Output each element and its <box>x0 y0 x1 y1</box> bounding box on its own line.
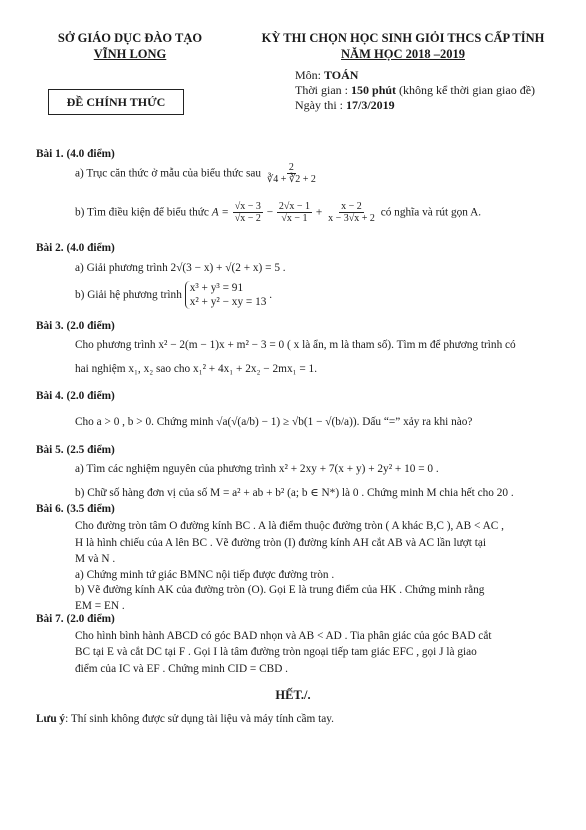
problem-5a: a) Tìm các nghiệm nguyên của phương trình x² + 2xy + 7(x + y) + 2y² + 10 = 0 . <box>75 463 439 475</box>
official-exam-box: ĐỀ CHÍNH THỨC <box>48 89 184 115</box>
date-line: Ngày thi : 17/3/2019 <box>295 98 395 112</box>
end-marker: HẾT./. <box>275 688 311 702</box>
problem-6-line-6: EM = EN . <box>75 600 125 612</box>
footer-note: Lưu ý: Thí sinh không được sử dụng tài liệu và máy tính cầm tay. <box>36 713 334 725</box>
province-name: VĨNH LONG <box>93 47 167 61</box>
school-year: NĂM HỌC 2018 –2019 <box>341 47 465 61</box>
exam-info <box>295 68 535 113</box>
problem-4-line-1: Cho a > 0 , b > 0. Chứng minh √a(√(a/b) − 1) ≥ √b(1 − √(b/a)). Dấu “=” xảy ra khi nào? <box>75 416 473 428</box>
problem-2-title: Bài 2. (4.0 điểm) <box>36 242 115 254</box>
time-line: Thời gian : 150 phút (không kể thời gian giao đề) <box>295 83 536 97</box>
problem-3-line-2: hai nghiệm x₁, x₂ sao cho x₁² + 4x₁ + 2x₂ − 2mx₁ = 1. <box>75 363 318 375</box>
subject-line: Môn: TOÁN <box>295 68 359 82</box>
problem-5-title: Bài 5. (2.5 điểm) <box>36 444 115 456</box>
problem-6-line-1: Cho đường tròn tâm O đường kính BC . A là điểm thuộc đường tròn ( A khác B,C ), AB < AC , <box>75 520 504 532</box>
problem-2a: a) Giải phương trình 2√(3 − x) + √(2 + x) = 5 . <box>75 262 286 274</box>
problem-6-line-2: H là hình chiếu của A lên BC . Vẽ đường tròn (I) đường kính AH cắt AB và AC lần lượt tại <box>75 537 487 549</box>
problem-3-line-1: Cho phương trình x² − 2(m − 1)x + m² − 3 = 0 ( x là ẩn, m là tham số). Tìm m để phương trình có <box>75 339 516 351</box>
problem-4-title: Bài 4. (2.0 điểm) <box>36 390 115 402</box>
exam-name: KỲ THI CHỌN HỌC SINH GIỎI THCS CẤP TỈNH <box>261 31 545 45</box>
equation-system: x³ + y³ = 91 x² + y² − xy = 13 <box>185 281 267 309</box>
problem-1a: a) Trục căn thức ở mẫu của biểu thức sau $\frac{2}{∛4 + ∛2 + 2}$ <box>75 162 316 185</box>
problem-7-line-1: Cho hình bình hành ABCD có góc BAD nhọn và AB < AD . Tia phân giác của góc BAD cắt <box>75 630 492 642</box>
problem-7-title: Bài 7. (2.0 điểm) <box>36 613 115 625</box>
problem-6-line-5: b) Vẽ đường kính AK của đường tròn (O). Gọi E là trung điểm của HK . Chứng minh rằng <box>75 584 485 596</box>
problem-7-line-2: BC tại E và cắt DC tại F . Gọi I là tâm đường tròn ngoại tiếp tam giác EFC , gọi J là giao <box>75 646 477 658</box>
problem-6-line-4: a) Chứng minh tứ giác BMNC nội tiếp được đường tròn . <box>75 569 335 581</box>
problem-2b: b) Giải hệ phương trình x³ + y³ = 91 x² + y² − xy = 13 . <box>75 282 273 308</box>
department-name: SỞ GIÁO DỤC ĐÀO TẠO <box>57 31 203 45</box>
problem-3-title: Bài 3. (2.0 điểm) <box>36 320 115 332</box>
header-left <box>30 30 230 62</box>
problem-1-title: Bài 1. (4.0 điểm) <box>36 148 115 160</box>
problem-6-line-3: M và N . <box>75 553 116 565</box>
problem-7-line-3: điểm của IC và EF . Chứng minh CID = CBD . <box>75 663 289 675</box>
problem-5b: b) Chữ số hàng đơn vị của số M = a² + ab + b² (a; b ∈ N*) là 0 . Chứng minh M chia hết cho 20 . <box>75 487 514 499</box>
problem-1b: b) Tìm điều kiện để biểu thức A = $\frac{√x - 3}{√x - 2}$ − $\frac{2√x - 1}{√x - 1}$ + $\frac{x - 2}{x - 3√x + 2}$ có nghĩa và rút gọn A. <box>75 201 482 224</box>
problem-6-title: Bài 6. (3.5 điểm) <box>36 503 115 515</box>
header-right <box>238 30 568 62</box>
